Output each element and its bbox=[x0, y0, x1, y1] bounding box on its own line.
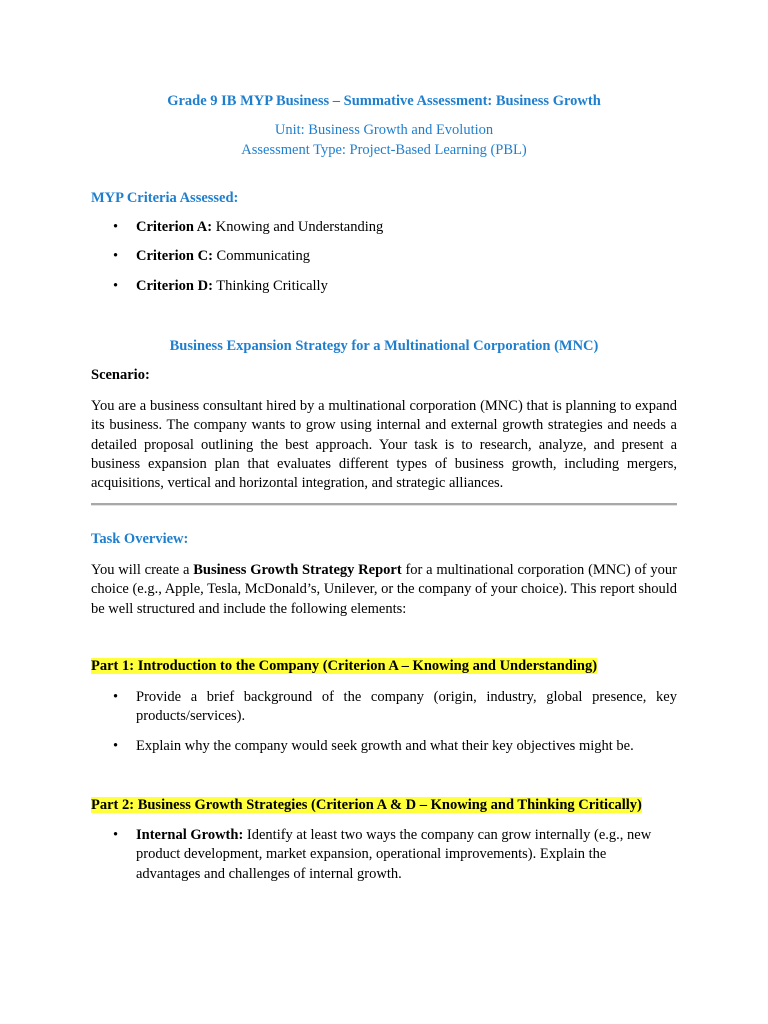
list-item bbox=[91, 277, 677, 296]
list-item: • Provide a brief background of the company (origin, industry, global presence, key products/services). bbox=[91, 688, 677, 727]
criteria-list bbox=[91, 218, 677, 296]
task-text-before: You will create a bbox=[91, 562, 194, 578]
assessment-type-line: Assessment Type: Project-Based Learning (PBL) bbox=[241, 142, 527, 158]
internal-growth-label: Internal Growth: bbox=[136, 827, 244, 843]
section-divider bbox=[91, 503, 677, 506]
list-item bbox=[91, 218, 677, 237]
part1-list bbox=[91, 688, 677, 756]
criteria-heading: MYP Criteria Assessed: bbox=[91, 190, 239, 206]
list-item bbox=[91, 247, 677, 266]
internal-growth-text: Identify at least two ways the company can grow internally (e.g., new product development, market expansion, operational improvements). Explain the advantages and challenges of internal growth. bbox=[136, 827, 652, 882]
list-item bbox=[91, 826, 671, 884]
task-overview-text bbox=[91, 561, 677, 619]
criterion-text: Knowing and Understanding bbox=[212, 219, 384, 235]
task-text-after: for a multinational corporation (MNC) of your choice (e.g., Apple, Tesla, McDonald’s, Unilever, or the company of your choice). This report should be well structured and include the following elements: bbox=[91, 562, 677, 617]
part1-heading bbox=[91, 658, 597, 675]
report-name: Business Growth Strategy Report bbox=[193, 562, 402, 578]
criterion-text: Communicating bbox=[212, 248, 310, 265]
list-item: • Explain why the company would seek growth and what their key objectives might be. bbox=[91, 737, 677, 756]
part2-heading bbox=[91, 797, 642, 814]
scenario-text: You are a business consultant hired by a multinational corporation (MNC) that is planning to expand its business. The company wants to grow using internal and external growth strategies and needs a detailed proposal outlining the best approach. Your task is to research, analyze, and present a business expansion plan that evaluates different types of business growth, including mergers, acquisitions, vertical and horizontal integration, and strategic alliances. bbox=[91, 398, 677, 492]
part2-list bbox=[91, 826, 671, 884]
criterion-text: Thinking Critically bbox=[212, 277, 328, 294]
task-overview-heading: Task Overview: bbox=[91, 531, 189, 547]
criterion-label: Criterion A: bbox=[136, 219, 213, 235]
criterion-label: Criterion D: bbox=[136, 277, 213, 294]
part1-heading-text: Part 1: Introduction to the Company (Criterion A – Knowing and Understanding) bbox=[91, 658, 598, 674]
criterion-label: Criterion C: bbox=[136, 248, 213, 265]
project-heading: Business Expansion Strategy for a Multinational Corporation (MNC) bbox=[169, 338, 599, 354]
part2-heading-text: Part 2: Business Growth Strategies (Criterion A & D – Knowing and Thinking Critically) bbox=[91, 797, 642, 813]
scenario-label: Scenario: bbox=[91, 367, 150, 383]
unit-line: Unit: Business Growth and Evolution bbox=[274, 122, 494, 138]
document-title: Grade 9 IB MYP Business – Summative Assessment: Business Growth bbox=[167, 93, 601, 109]
